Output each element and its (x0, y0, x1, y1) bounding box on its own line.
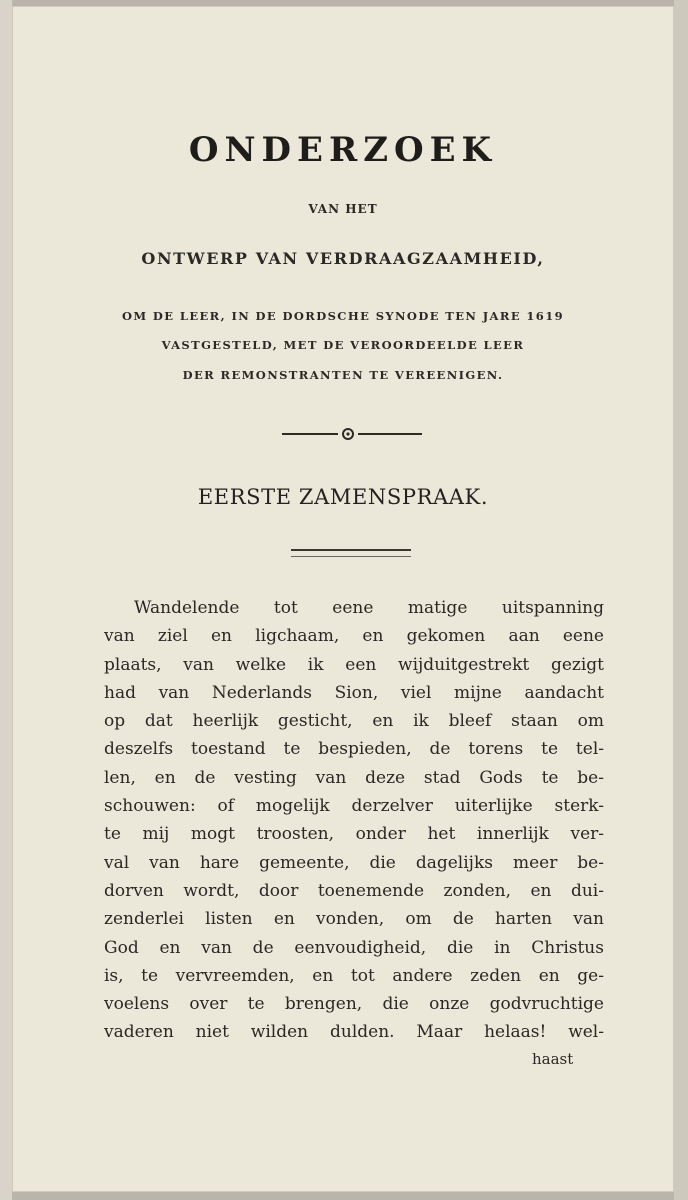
page-left-edge (0, 0, 12, 1200)
subtitle-line-1: OM DE LEER, IN DE DORDSCHE SYNODE TEN JARE 1619 (121, 309, 565, 323)
body-line: val van hare gemeente, die dagelijks meer be- (104, 852, 604, 873)
book-page (12, 6, 674, 1192)
body-line: voelens over te brengen, die onze godvruchtige (104, 994, 604, 1015)
body-line: schouwen: of mogelijk derzelver uiterlijke sterk- (104, 796, 604, 817)
body-line: zenderlei listen en vonden, om de harten van (104, 909, 604, 930)
body-line: vaderen niet wilden dulden. Maar helaas! wel- (104, 1022, 604, 1043)
body-line: van ziel en ligchaam, en gekomen aan eene (104, 626, 604, 647)
ornament-center-dot (346, 432, 349, 435)
title-connector: VAN HET (308, 202, 378, 216)
body-paragraph (104, 594, 604, 1047)
body-line: plaats, van welke ik een wijduitgestrekt gezigt (104, 654, 604, 675)
body-line: is, te vervreemden, en tot andere zeden en ge- (104, 965, 604, 986)
body-line: God en van de eenvoudigheid, die in Christus (104, 937, 604, 958)
body-line: deszelfs toestand te bespieden, de torens te tel- (104, 739, 604, 760)
catchword: haast (532, 1050, 574, 1068)
body-line: op dat heerlijk gesticht, en ik bleef staan om (104, 711, 604, 732)
body-line: len, en de vesting van deze stad Gods te be- (104, 767, 604, 788)
body-line: Wandelende tot eene matige uitspanning (134, 598, 604, 618)
page-right-edge (674, 0, 688, 1200)
body-line: te mij mogt troosten, onder het innerlijk ver- (104, 824, 604, 845)
ornament-divider (12, 426, 674, 442)
section-rule (291, 549, 411, 557)
subtitle-line-2: VASTGESTELD, MET DE VEROORDEELDE LEER (161, 338, 525, 352)
body-line: had van Nederlands Sion, viel mijne aandacht (104, 682, 604, 703)
section-heading: EERSTE ZAMENSPRAAK. (197, 485, 489, 509)
page-title: ONDERZOEK (188, 130, 498, 170)
body-line: dorven wordt, door toenemende zonden, en dui- (104, 880, 604, 901)
subtitle-main: ONTWERP VAN VERDRAAGZAAMHEID, (141, 249, 545, 268)
subtitle-line-3: DER REMONSTRANTEN TE VEREENIGEN. (182, 368, 504, 382)
